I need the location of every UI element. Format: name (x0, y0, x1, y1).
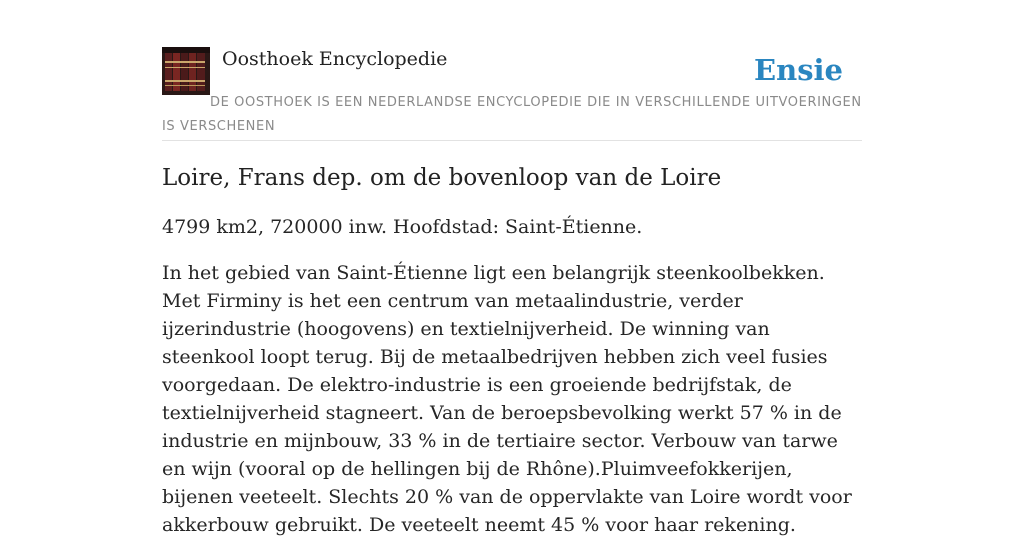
article-paragraph-summary: 4799 km2, 720000 inw. Hoofdstad: Saint-Étienne. (162, 216, 643, 238)
site-avatar[interactable] (162, 47, 210, 95)
site-name-link[interactable]: Oosthoek Encyclopedie (222, 48, 448, 70)
article (162, 160, 862, 539)
brand-logo-link[interactable]: Ensie (754, 53, 843, 87)
article-paragraph-body: In het gebied van Saint-Étienne ligt een belangrijk steenkoolbekken. Met Firminy is het een centrum van metaalindustrie, verder ijzerindustrie (hoogovens) en textielnijverheid. De winning van steenkool loopt terug. Bij de metaalbedrijven hebben zich veel fusies voorgedaan. De elektro-industrie is een groeiende bedrijfstak, de textielnijverheid stagneert. Van de beroepsbevolking werkt 57 % in de industrie en mijnbouw, 33 % in de tertiaire sector. Verbouw van tarwe en wijn (vooral op de hellingen bij de Rhône).Pluimveefokkerijen, bijenen veeteelt. Slechts 20 % van de oppervlakte van Loire wordt voor akkerbouw gebruikt. De veeteelt neemt 45 % voor haar rekening. (162, 262, 852, 536)
article-title: Loire, Frans dep. om de bovenloop van de Loire (162, 165, 722, 191)
site-header (162, 46, 862, 141)
site-tagline: DE OOSTHOEK IS EEN NEDERLANDSE ENCYCLOPEDIE DIE IN VERSCHILLENDE UITVOERINGEN IS VERSCHENEN (162, 95, 862, 134)
encyclopedia-books-icon (162, 47, 210, 95)
